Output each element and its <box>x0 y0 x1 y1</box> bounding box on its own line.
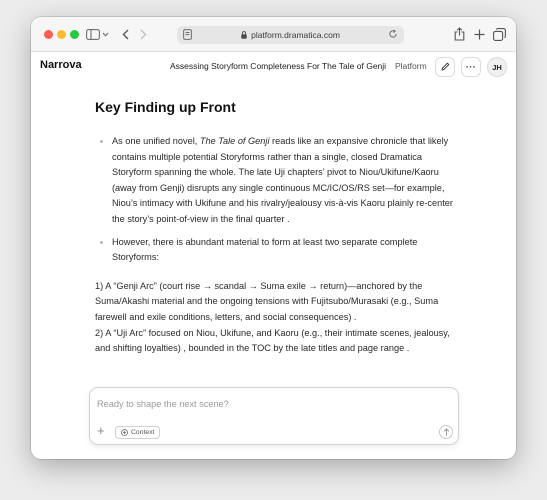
edit-button[interactable] <box>435 57 455 77</box>
platform-link[interactable]: Platform <box>395 61 427 71</box>
storyform-genji-arc: 1) A “Genji Arc” (court rise → scandal → Suma exile → return)—anchored by the Suma/Akashi material and the ongoing tensions with Fujitsubo/Murasaki (e.g., Suma farewell and exile conditions, letters, and social consequences) . <box>95 280 439 322</box>
list-item-text: As one unified novel, <box>112 136 200 146</box>
message-composer <box>89 387 459 445</box>
address-bar[interactable] <box>177 26 404 44</box>
context-button[interactable] <box>115 426 160 439</box>
document-title: Assessing Storyform Completeness For The Tale of Genji <box>170 61 387 71</box>
reload-icon[interactable] <box>388 29 398 41</box>
reader-icon[interactable] <box>183 29 192 42</box>
browser-window <box>31 17 516 459</box>
send-button[interactable] <box>439 425 453 439</box>
response-content <box>95 99 455 357</box>
close-window-button[interactable] <box>44 30 53 39</box>
list-item: However, there is abundant material to form at least two separate complete Storyforms: <box>95 235 455 266</box>
prompt-input[interactable] <box>97 397 437 411</box>
lock-icon <box>241 31 247 39</box>
browser-toolbar <box>31 17 516 52</box>
new-tab-icon[interactable] <box>473 27 485 41</box>
share-icon[interactable] <box>453 27 465 41</box>
minimize-window-button[interactable] <box>57 30 66 39</box>
app-logo[interactable]: Narrova <box>40 59 82 71</box>
add-attachment-icon[interactable]: + <box>97 423 105 438</box>
chevron-down-icon[interactable] <box>100 27 110 41</box>
arrow-up-icon <box>443 423 450 441</box>
list-item-text: reads like an expansive chronicle that likely contains multiple potential Storyforms rather than a single, closed Dramatica Storyform spanning the whole. The late Uji chapters’ pivot to Niou/Ukifune/Kaoru (away from Genji) disrupts any single continuous MC/IC/OS/RS set—for example, Niou’s intimacy with Ukifune and his rivalry/jealousy vis-à-vis Kaoru plainly re-center the story’s point-of-view in the final quarter . <box>112 136 453 224</box>
book-title: The Tale of Genji <box>199 136 270 146</box>
storyform-uji-arc: 2) A “Uji Arc” focused on Niou, Ukifune, and Kaoru (e.g., their intimate scenes, jealousy, and shifting loyalties) , bounded in the TOC by the late titles and page range . <box>95 327 450 354</box>
url-text: platform.dramatica.com <box>251 30 340 40</box>
tab-overview-icon[interactable] <box>493 27 506 41</box>
finding-list <box>95 134 455 266</box>
sidebar-toggle-icon[interactable] <box>86 27 100 41</box>
user-avatar[interactable]: JH <box>487 57 507 77</box>
back-icon[interactable] <box>119 27 131 41</box>
context-label: Context <box>131 429 155 436</box>
pencil-icon <box>441 58 450 76</box>
app-header <box>31 53 516 81</box>
forward-icon[interactable] <box>137 27 149 41</box>
more-options-button[interactable]: ··· <box>461 57 481 77</box>
section-heading: Key Finding up Front <box>95 99 236 115</box>
context-icon <box>121 429 128 436</box>
list-item <box>95 134 455 228</box>
zoom-window-button[interactable] <box>70 30 79 39</box>
